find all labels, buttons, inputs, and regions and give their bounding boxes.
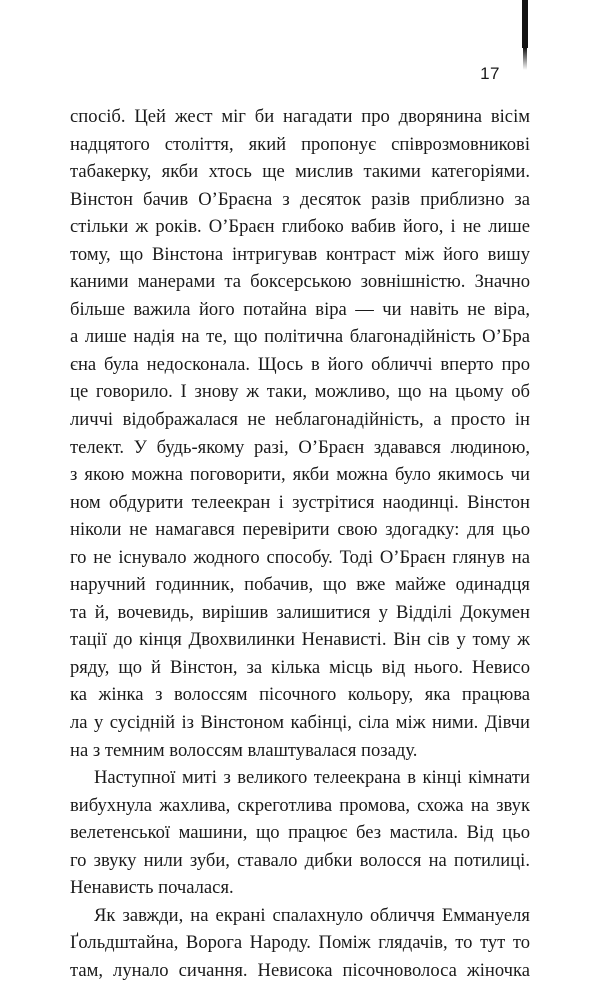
text-line: личчі відображалася не неблагонадійність, а просто ін (70, 409, 530, 431)
text-line: каними манерами та боксерською зовнішністю. Значно (70, 271, 530, 293)
text-line: там, лунало сичання. Невисока пісочноволоса жіночка (70, 959, 530, 981)
text-line: го не існувало жодного способу. Тоді О’Браєн глянув на (70, 546, 530, 568)
text-line: та й, вочевидь, вирішив залишитися у Відділі Докумен (70, 601, 530, 623)
text-line: Ненависть почалася. (70, 877, 234, 899)
text-line: надцятого століття, який пропонує співрозмовникові (70, 133, 530, 155)
text-line: Наступної миті з великого телеекрана в кінці кімнати (94, 767, 530, 789)
text-line: наручний годинник, побачив, що вже майже одинадця (70, 574, 530, 596)
text-line: спосіб. Цей жест міг би нагадати про дворянина вісім (70, 106, 530, 127)
text-line: ном обдурити телеекран і зустрітися наодинці. Вінстон (70, 491, 530, 513)
text-line: тації до кінця Двохвилинки Ненависті. Він сів у тому ж (70, 629, 530, 651)
text-line: Як завжди, на екрані спалахнуло обличчя Еммануеля (94, 904, 530, 926)
page-number: 17 (480, 64, 500, 83)
page-edge-mark (522, 0, 528, 48)
text-line: Вінстон бачив О’Браєна з десяток разів приблизно за (70, 188, 530, 210)
text-line: тому, що Вінстона інтригував контраст між його вишу (70, 243, 530, 265)
text-line: єна була недосконала. Щось в його обличчі вперто про (70, 353, 530, 375)
text-line: велетенської машини, що працює без мастила. Від цьо (70, 822, 530, 844)
text-line: Ґольдштайна, Ворога Народу. Поміж глядачів, то тут то (70, 932, 530, 954)
body-text (70, 103, 530, 985)
text-line: ряду, що й Вінстон, за кілька місць від нього. Невисо (70, 656, 530, 678)
text-line: телект. У будь-якому разі, О’Браєн здавався людиною, (70, 436, 530, 458)
page-edge-mark-fade (523, 48, 527, 70)
text-line: табакерку, якби хтось ще мислив такими категоріями. (70, 161, 530, 183)
text-line: ніколи не намагався перевірити свою здогадку: для цьо (70, 519, 530, 541)
text-line: більше важила його потайна віра — чи навіть не віра, (70, 298, 530, 320)
text-line: го звуку нили зуби, ставало дибки волосся на потилиці. (70, 849, 530, 871)
text-line: це говорило. І знову ж таки, можливо, що на цьому об (70, 381, 530, 403)
text-line: ла у сусідній із Вінстоном кабінці, сіла між ними. Дівчи (70, 712, 530, 734)
text-line: ка жінка з волоссям пісочного кольору, яка працюва (70, 684, 530, 706)
text-line: а лише надія на те, що політична благонадійність О’Бра (70, 326, 530, 348)
text-line: на з темним волоссям влаштувалася позаду. (70, 739, 418, 761)
text-line: стільки ж років. О’Браєн глибоко вабив його, і не лише (70, 216, 530, 238)
text-line: з якою можна поговорити, якби можна було якимось чи (70, 464, 530, 486)
text-line: вибухнула жахлива, скреготлива промова, схожа на звук (70, 794, 530, 816)
